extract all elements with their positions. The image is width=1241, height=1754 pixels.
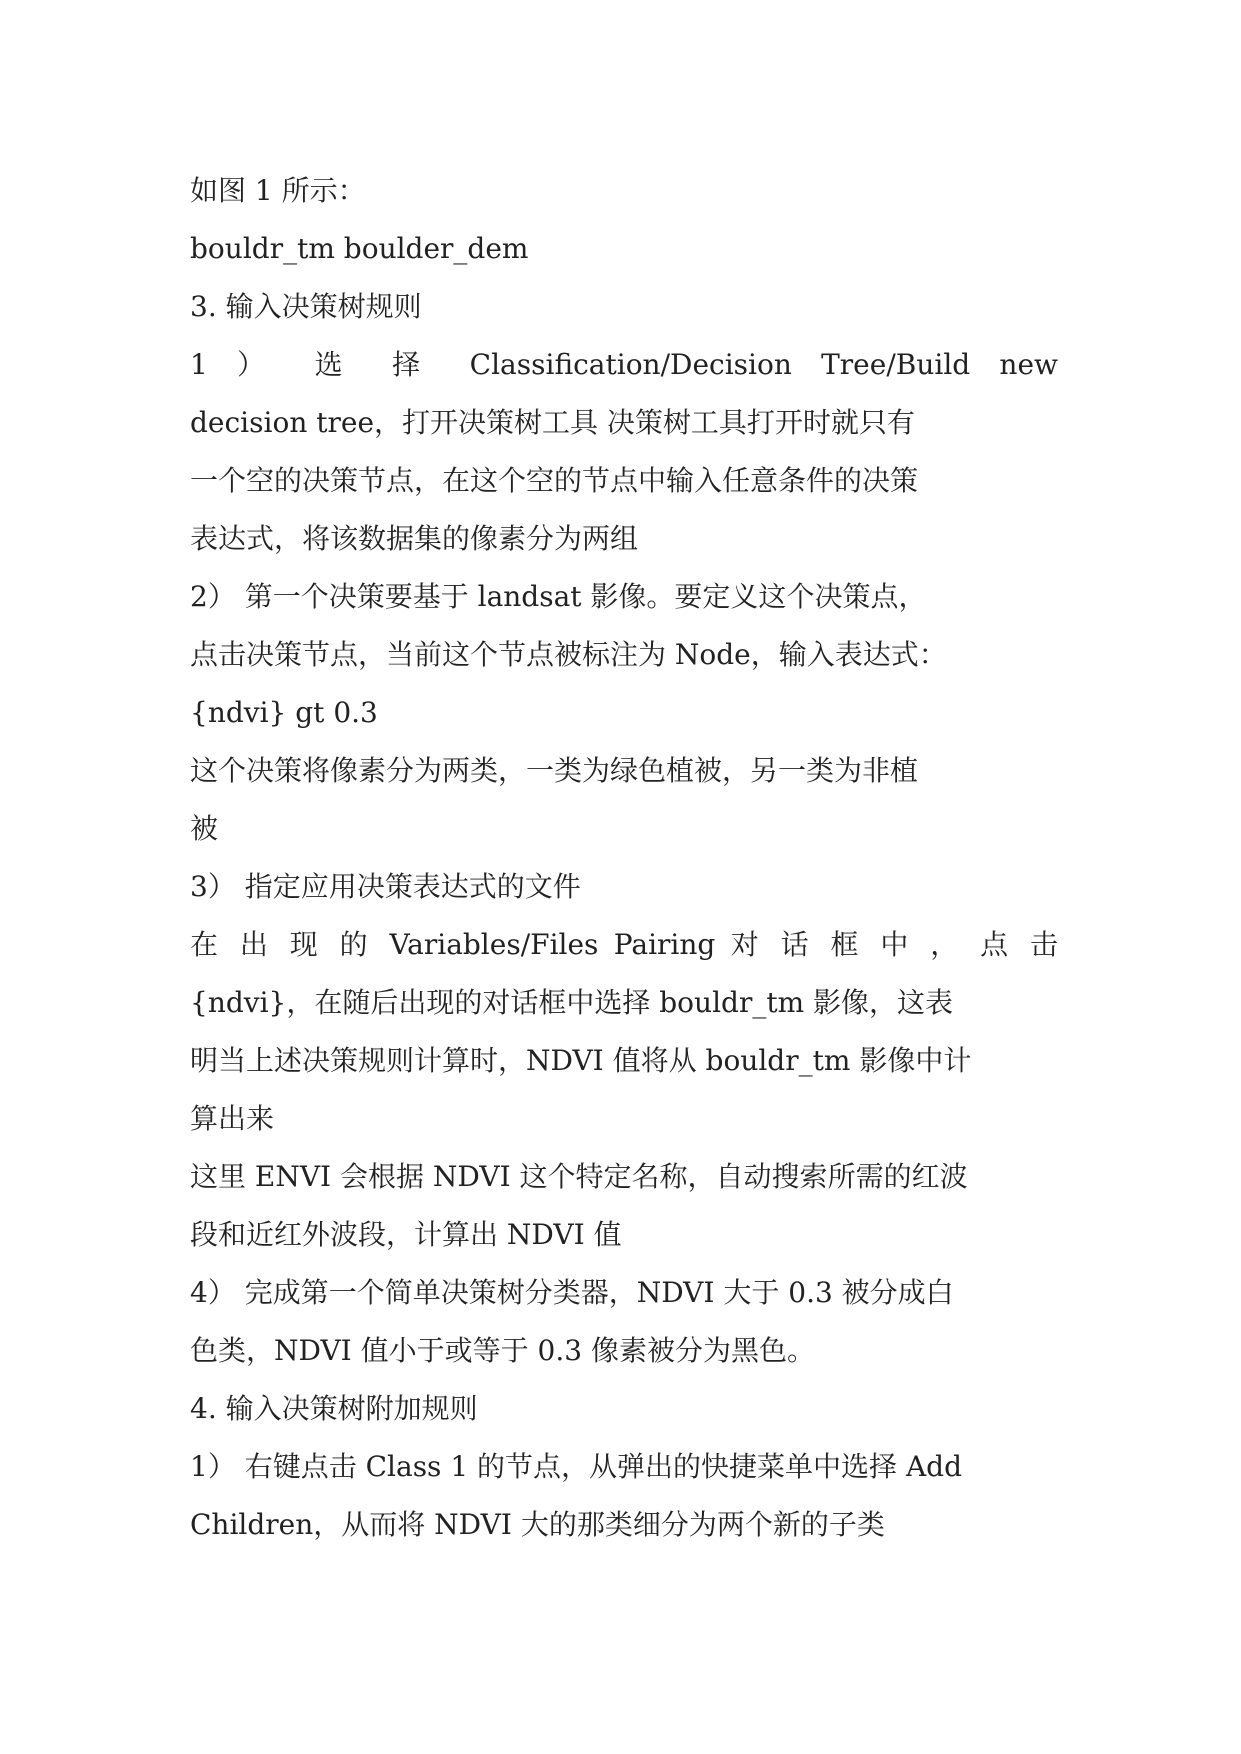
expression-line: {ndvi} gt 0.3 — [190, 696, 378, 729]
document-body — [190, 162, 1058, 1554]
text-line: 1） 右键点击 Class 1 的节点，从弹出的快捷菜单中选择 Add — [190, 1450, 963, 1483]
text-line: 这里 ENVI 会根据 NDVI 这个特定名称，自动搜索所需的红波 — [190, 1160, 968, 1193]
text-line: {ndvi}，在随后出现的对话框中选择 bouldr_tm 影像，这表 — [190, 986, 954, 1019]
text-line: bouldr_tm boulder_dem — [190, 232, 529, 265]
text-line: 点击决策节点，当前这个节点被标注为 Node，输入表达式： — [190, 638, 947, 671]
text-line: 2） 第一个决策要基于 landsat 影像。要定义这个决策点， — [190, 580, 927, 613]
text-line: 段和近红外波段，计算出 NDVI 值 — [190, 1218, 622, 1251]
text-line: Children，从而将 NDVI 大的那类细分为两个新的子类 — [190, 1508, 885, 1541]
text-line: 1 ） 选 择 Classification/Decision Tree/Build new — [190, 348, 1058, 381]
text-line: 表达式，将该数据集的像素分为两组 — [190, 522, 639, 555]
text-line: decision tree，打开决策树工具 决策树工具打开时就只有 — [190, 406, 915, 439]
text-line: 在 出 现 的 Variables/Files Pairing 对 话 框 中 ， 点 击 — [190, 928, 1058, 961]
text-line: 明当上述决策规则计算时，NDVI 值将从 bouldr_tm 影像中计 — [190, 1044, 972, 1077]
section-heading: 4. 输入决策树附加规则 — [190, 1392, 478, 1425]
text-line: 这个决策将像素分为两类，一类为绿色植被，另一类为非植 — [190, 754, 919, 787]
text-line: 被 — [190, 812, 219, 845]
text-line: 色类，NDVI 值小于或等于 0.3 像素被分为黑色。 — [190, 1334, 815, 1367]
text-line: 如图 1 所示： — [190, 174, 366, 207]
text-line: 3） 指定应用决策表达式的文件 — [190, 870, 581, 903]
section-heading: 3. 输入决策树规则 — [190, 290, 422, 323]
text-line: 4） 完成第一个简单决策树分类器，NDVI 大于 0.3 被分成白 — [190, 1276, 954, 1309]
text-line: 一个空的决策节点，在这个空的节点中输入任意条件的决策 — [190, 464, 919, 497]
text-line: 算出来 — [190, 1102, 275, 1135]
